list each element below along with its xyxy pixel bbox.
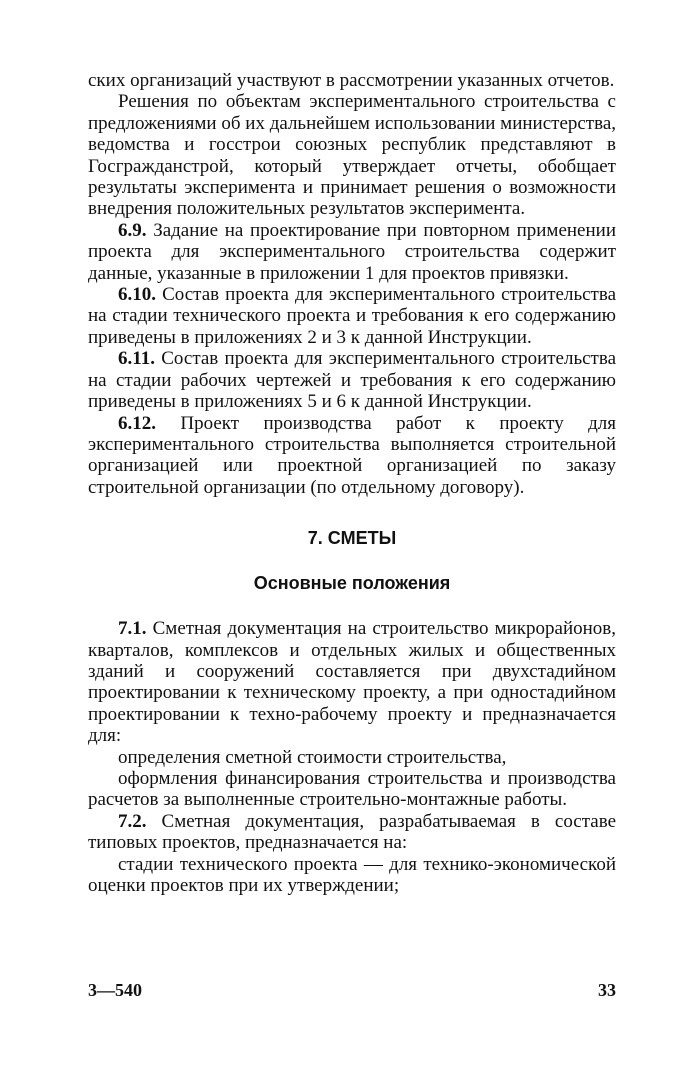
paragraph [88,768,616,811]
paragraph-text: Проект производства работ к проекту для экспериментального строительства выполняется строительной организацией или проектной организацией по заказу строительной организации (по отдельному договору). [88,412,617,498]
paragraph [88,618,616,746]
text-block-after [88,618,616,896]
paragraph [88,220,616,284]
paragraph-text: определения сметной стоимости строительства, [118,746,507,768]
paragraph-text: Состав проекта для экспериментального строительства на стадии рабочих чертежей и требования к его содержанию приведены в приложениях 5 и 6 к данной Инструкции. [88,348,617,413]
clause-number: 6.9. [118,219,147,241]
paragraph-text: Решения по объектам экспериментального строительства с предложениями об их дальнейшем использовании министерства, ведомства и госстрои союзных республик представляют в Госгражданстрой, который утверждает отчеты, обобщает результаты эксперимента и принимает решения о возможности внедрения положительных результатов эксперимента. [88,91,617,220]
clause-number: 6.10. [118,284,156,306]
paragraph [88,70,616,91]
signature-mark: 3—540 [88,980,142,1000]
clause-number: 6.12. [118,412,156,434]
clause-number: 6.11. [118,348,155,370]
paragraph-text: ских организаций участвуют в рассмотрении указанных отчетов. [88,70,615,91]
clause-number: 7.2. [118,810,147,832]
paragraph-text: стадии технического проекта — для технико-экономической оценки проектов при их утверждении; [88,853,616,896]
page-body [88,70,616,896]
text-block-before [88,70,616,498]
paragraph [88,811,616,854]
section-title: 7. СМЕТЫ [307,528,397,549]
subsection-title: Основные положения [253,573,451,594]
paragraph [88,348,616,412]
paragraph [88,284,616,348]
page-number: 33 [598,980,616,1000]
paragraph [88,413,616,499]
paragraph-text: Сметная документация, разрабатываемая в составе типовых проектов, предназначается на: [88,810,616,854]
paragraph-text: оформления финансирования строительства и производства расчетов за выполненные строительно-монтажные работы. [88,767,616,811]
paragraph-text: Состав проекта для экспериментального строительства на стадии технического проекта и требования к его содержанию приведены в приложениях 2 и 3 к данной Инструкции. [88,284,616,348]
paragraph-text: Сметная документация на строительство микрорайонов, кварталов, комплексов и отдельных жилых и общественных зданий и сооружений составляется при двухстадийном проектировании к техническому проекту, а при одностадийном проектировании к техно-рабочему проекту и предназначается для: [88,618,617,747]
paragraph [88,854,616,897]
paragraph-text: Задание на проектирование при повторном применении проекта для экспериментального строительства содержит данные, указанные в приложении 1 для проектов привязки. [88,219,616,284]
clause-number: 7.1. [118,618,147,640]
paragraph [88,91,616,219]
paragraph [88,747,616,768]
